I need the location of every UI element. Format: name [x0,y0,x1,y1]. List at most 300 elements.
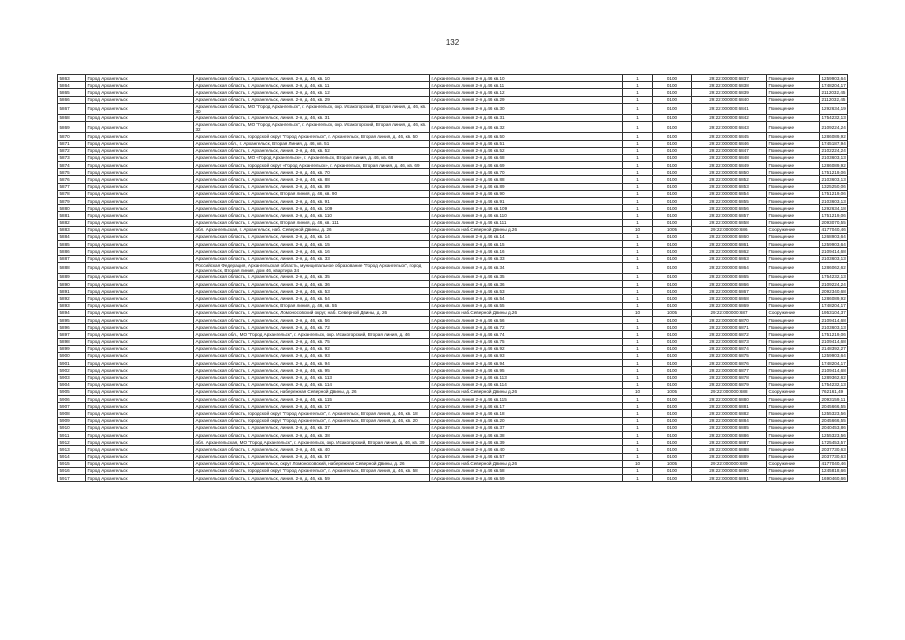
table-row [58,309,848,316]
municipality-cell: Город Архангельск [86,122,194,133]
table-row [58,103,848,114]
row-number: 5863 [58,75,86,82]
municipality-cell: Город Архангельск [86,162,194,169]
quantity-cell: 1 [623,288,653,295]
full-address-cell: Архангельская область, г. Архангельск, линия. 2-я, д. 46, кв. 113 [194,374,430,381]
quantity-cell: 1 [623,162,653,169]
short-address-cell: г.Архангельск линия 2-я д.46 кв.16 [430,248,623,255]
table-row [58,417,848,424]
full-address-cell: обл. Архангельская, г. Архангельск, наб. Северной Двины, д. 26 [194,226,430,233]
municipality-cell: Город Архангельск [86,453,194,460]
quantity-cell: 1 [623,381,653,388]
cadastral-value-cell: 1754232,13 [821,115,846,121]
municipality-cell: Город Архангельск [86,133,194,140]
municipality-cell: Город Архангельск [86,345,194,352]
short-address-cell: г.Архангельск линия 2-я д.46 кв.70 [430,169,623,176]
code-cell: 0100 [653,288,692,295]
row-number: 5866 [58,96,86,103]
object-type-cell: Помещение [767,205,820,212]
object-type-cell: Помещение [767,255,820,262]
quantity-cell: 1 [623,439,653,446]
table-row [58,233,848,240]
table-row [58,248,848,255]
quantity-cell: 1 [623,262,653,273]
short-address-cell: г.Архангельск линия 2-я д.46 кв.113 [430,374,623,381]
full-address-cell: Архангельская область, г. Архангельск, линия. 2-я, д. 46, кв. 88 [194,176,430,183]
municipality-cell: Город Архангельск [86,75,194,82]
cadastral-value-cell: 2112032,45 [820,96,848,103]
short-address-cell: г.Архангельск линия 2-я д.46 кв.14 [430,233,623,240]
quantity-cell: 1 [623,154,653,161]
row-number: 5914 [58,453,86,460]
cadastral-number-cell: 29:22:000000:6870 [692,317,767,324]
row-number: 5891 [58,288,86,295]
short-address-cell: г.Архангельск линия 2-я д.46 кв.90 [430,190,623,197]
full-address-cell: Архангельская область, г. Архангельск, линия. 2-я, д. 46, кв. 70 [194,169,430,176]
code-cell: 0100 [653,324,692,331]
short-address-cell: г.Архангельск линия 2-я д.46 кв.51 [430,140,623,147]
full-address-cell: Архангельская область, г. Архангельск, линия. 2-я, д. 46, кв. 37 [194,424,430,431]
cadastral-value-cell: 1325250,06 [821,184,846,190]
cadastral-number-cell: 29:22:000000:6878 [692,374,767,381]
quantity-cell: 1 [623,295,653,302]
full-address-cell: Архангельская область, г. Архангельск, Вторая линия, д. 46, кв. 111 [194,219,430,226]
table-row [58,281,848,288]
cadastral-number-cell: 29:22:000000:6869 [692,302,767,309]
cadastral-number-cell: 29:22:000000:6837 [692,75,767,82]
object-type-cell: Помещение [767,367,820,374]
full-address-cell: обл. Архангельская, МО "Город Архангельск", г. Архангельск, окр. Исакогорский, Вторая линия, д. 46, кв. 39 [194,439,430,446]
cadastral-value-cell: 1292634,19 [820,103,848,114]
row-number: 5894 [58,309,86,316]
cadastral-value-cell: 2103603,13 [821,256,846,262]
row-number: 5903 [58,374,86,381]
code-cell: 0100 [653,446,692,453]
cadastral-number-cell: 29:22:000000:6886 [692,432,767,439]
short-address-cell: г.Архангельск линия 2-я д.46 кв.92 [430,345,623,352]
short-address-cell: г.Архангельск линия 2-я д.46 кв.54 [430,295,623,302]
municipality-cell: Город Архангельск [86,439,194,446]
full-address-cell: Архангельская область, г. Архангельск, линия. 2-я, д. 46, кв. 91 [194,198,430,205]
short-address-cell: г.Архангельск линия 2-я д.46 кв.18 [430,410,623,417]
municipality-cell: Город Архангельск [86,226,194,233]
code-cell: 0100 [653,198,692,205]
object-type-cell: Помещение [767,410,820,417]
quantity-cell: 1 [623,133,653,140]
cadastral-value-cell: 2037730,63 [821,454,846,460]
quantity-cell: 1 [623,219,653,226]
object-type-cell: Помещение [767,147,820,154]
short-address-cell: г.Архангельск линия 2-я д.46 кв.115 [430,396,623,403]
quantity-cell: 1 [623,190,653,197]
object-type-cell: Помещение [767,417,820,424]
table-row [58,302,848,309]
full-address-cell: Архангельская обл., г. Архангельск, Вторая Линия, д. 46, кв. 51 [194,140,430,147]
object-type-cell: Помещение [767,89,820,96]
municipality-cell: Город Архангельск [86,424,194,431]
table-row [58,295,848,302]
short-address-cell: г.Архангельск линия 2-я д.46 кв.109 [430,205,623,212]
full-address-cell: Архангельская область, г. Архангельск, линия. 2-я, д. 46, кв. 75 [194,338,430,345]
short-address-cell: г.Архангельск линия 2-я д.46 кв.38 [430,432,623,439]
municipality-cell: Город Архангельск [86,212,194,219]
row-number: 5885 [58,241,86,248]
municipality-cell: Город Архангельск [86,309,194,316]
cadastral-number-cell: 29:22:000000:6840 [692,96,767,103]
row-number: 5880 [58,205,86,212]
cadastral-value-cell: 2103603,13 [821,155,846,161]
code-cell: 0100 [653,176,692,183]
cadastral-number-cell: 29:22:000000:6863 [692,255,767,262]
municipality-cell: Город Архангельск [86,410,194,417]
table-row [58,439,848,446]
full-address-cell: Архангельская область, г. Архангельск, линия. 2-я, д. 46, кв. 94 [194,360,430,367]
code-cell: 0100 [653,317,692,324]
table-row [58,396,848,403]
short-address-cell: г.Архангельск наб.Северной Двины д.26 [430,309,623,316]
code-cell: 0100 [653,281,692,288]
object-type-cell: Помещение [767,75,820,82]
row-number: 5879 [58,198,86,205]
registry-table [57,74,848,482]
municipality-cell: Город Архангельск [86,233,194,240]
municipality-cell: Город Архангельск [86,381,194,388]
short-address-cell: г.Архангельск линия 2-я д.46 кв.75 [430,338,623,345]
cadastral-number-cell: 29:22:000000:6887 [692,439,767,446]
municipality-cell: Город Архангельск [86,360,194,367]
cadastral-value-cell: 1690460,66 [821,475,846,481]
table-row [58,403,848,410]
cadastral-number-cell: 29:22:000000:6848 [692,154,767,161]
municipality-cell: Город Архангельск [86,432,194,439]
quantity-cell: 1 [623,169,653,176]
cadastral-number-cell: 29:22:000000:6854 [692,190,767,197]
cadastral-number-cell: 29:22:000000:6866 [692,281,767,288]
cadastral-number-cell: 29:22:000000:6856 [692,205,767,212]
cadastral-value-cell: 2040453,86 [821,425,846,431]
short-address-cell: г.Архангельск линия 2-я д.46 кв.32 [430,122,623,133]
full-address-cell: Архангельская область, г. Архангельск, линия. 2-я, д. 46, кв. 11 [194,82,430,89]
cadastral-number-cell: 29:22:000000:6891 [692,475,767,482]
code-cell: 0100 [653,453,692,460]
quantity-cell: 1 [623,396,653,403]
row-number: 5915 [58,460,86,467]
row-number: 5912 [58,439,86,446]
municipality-cell: Город Архангельск [86,255,194,262]
quantity-cell: 1 [623,248,653,255]
row-number: 5909 [58,417,86,424]
municipality-cell: Город Архангельск [86,396,194,403]
table-row [58,162,848,169]
full-address-cell: Архангельская область, г. Архангельск, линия. 2-я, д. 46, кв. 115 [194,396,430,403]
object-type-cell: Помещение [767,273,820,280]
cadastral-number-cell: 29:22:000000:6847 [692,147,767,154]
municipality-cell: Город Архангельск [86,467,194,474]
row-number: 5902 [58,367,86,374]
municipality-cell: Город Архангельск [86,241,194,248]
code-cell: 0100 [653,103,692,114]
full-address-cell: Архангельская область, г. Архангельск, линия. 2-я, д. 46, кв. 59 [194,475,430,482]
full-address-cell: Архангельская область, г. Архангельск, линия. 2-я, д. 46, кв. 52 [194,147,430,154]
cadastral-number-cell: 29:22:000000:6874 [692,345,767,352]
row-number: 5893 [58,302,86,309]
object-type-cell: Помещение [767,140,820,147]
full-address-cell: Архангельская область, г. Архангельск, линия. 2-я, д. 46, кв. 36 [194,281,430,288]
quantity-cell: 1 [623,345,653,352]
short-address-cell: г.Архангельск линия 2-я д.46 кв.20 [430,417,623,424]
table-row [58,198,848,205]
short-address-cell: г.Архангельск наб.Северной Двины д.26 [430,388,623,395]
table-row [58,122,848,133]
table-row [58,212,848,219]
code-cell: 0100 [653,183,692,190]
object-type-cell: Помещение [767,288,820,295]
municipality-cell: Город Архангельск [86,183,194,190]
short-address-cell: г.Архангельск линия 2-я д.46 кв.53 [430,288,623,295]
row-number: 5913 [58,446,86,453]
short-address-cell: г.Архангельск линия 2-я д.46 кв.55 [430,302,623,309]
code-cell: 0100 [653,147,692,154]
cadastral-number-cell: 29:22:000000:6855 [692,198,767,205]
code-cell: 0100 [653,367,692,374]
quantity-cell: 1 [623,241,653,248]
cadastral-value-cell: 2045666,55 [821,403,846,409]
full-address-cell: Архангельская область, г. Архангельск, линия. 2-я, д. 46, кв. 92 [194,345,430,352]
municipality-cell: Город Архангельск [86,219,194,226]
short-address-cell: г.Архангельск линия 2-я д.46 кв.10 [430,75,623,82]
row-number: 5906 [58,396,86,403]
row-number: 5890 [58,281,86,288]
cadastral-value-cell: 2109224,24 [821,281,846,287]
table-row [58,446,848,453]
full-address-cell: Архангельская область, городской округ "Город Архангельск", г. Архангельск, Вторая линия, д. 46, кв. 50 [194,133,430,140]
municipality-cell: Город Архангельск [86,82,194,89]
full-address-cell: Архангельская область, г. Архангельск, линия. 2-я, д. 46, кв. 38 [194,432,430,439]
cadastral-value-cell: 2092340,68 [821,288,846,294]
object-type-cell: Помещение [767,345,820,352]
table-row [58,226,848,233]
table-row [58,360,848,367]
code-cell: 0100 [653,140,692,147]
quantity-cell: 1 [623,255,653,262]
full-address-cell: Российская Федерация, Архангельская область, муниципальное образование "Город Архангельск", город Архангельск, Вторая линия, дом 46, квартира 34 [194,262,430,273]
short-address-cell: г.Архангельск линия 2-я д.46 кв.114 [430,381,623,388]
short-address-cell: г.Архангельск линия 2-я д.46 кв.91 [430,198,623,205]
object-type-cell: Помещение [767,432,820,439]
cadastral-number-cell: 29:22:000000:6858 [692,219,767,226]
code-cell: 0100 [653,133,692,140]
cadastral-number-cell: 29:22:000000:6885 [692,424,767,431]
cadastral-value-cell: 1748204,17 [821,360,846,366]
cadastral-number-cell: 29:22:000000:6846 [692,140,767,147]
object-type-cell: Помещение [767,403,820,410]
object-type-cell: Помещение [767,439,820,446]
cadastral-value-cell: 1268903,64 [821,234,846,240]
quantity-cell: 1 [623,114,653,121]
cadastral-number-cell: 29:22:000000:6882 [692,410,767,417]
code-cell: 0100 [653,338,692,345]
quantity-cell: 1 [623,317,653,324]
row-number: 5884 [58,233,86,240]
object-type-cell: Помещение [767,453,820,460]
row-number: 5900 [58,352,86,359]
object-type-cell: Помещение [767,233,820,240]
code-cell: 0100 [653,212,692,219]
row-number: 5895 [58,317,86,324]
cadastral-number-cell: 29:22:000000:689 [692,460,767,467]
code-cell: 0100 [653,162,692,169]
short-address-cell: г.Архангельск линия 2-я д.46 кв.34 [430,262,623,273]
municipality-cell: Город Архангельск [86,475,194,482]
short-address-cell: г.Архангельск наб.Северной Двины д.26 [430,226,623,233]
object-type-cell: Помещение [767,424,820,431]
full-address-cell: Архангельская область, г. Архангельск, линия. 2-я, д. 46, кв. 16 [194,248,430,255]
municipality-cell: Город Архангельск [86,367,194,374]
short-address-cell: г.Архангельск линия 2-я д.46 кв.68 [430,154,623,161]
row-number: 5907 [58,403,86,410]
table-row [58,467,848,474]
object-type-cell: Помещение [767,212,820,219]
cadastral-number-cell: 29:22:000000:6868 [692,295,767,302]
quantity-cell: 1 [623,360,653,367]
code-cell: 0100 [653,169,692,176]
table-row [58,176,848,183]
municipality-cell: Город Архангельск [86,403,194,410]
table-row [58,114,848,121]
cadastral-value-cell: 1748204,17 [821,303,846,309]
full-address-cell: Архангельская область, г. Архангельск, линия. 2-я, д. 46, кв. 31 [194,114,430,121]
quantity-cell: 10 [623,309,653,316]
cadastral-value-cell: 1259903,64 [821,241,846,247]
full-address-cell: Архангельская область, г. Архангельск, линия. 2-я, д. 46, кв. 35 [194,273,430,280]
cadastral-value-cell: 1745187,94 [821,141,846,147]
cadastral-value-cell: 2109414,68 [821,317,846,323]
municipality-cell: Город Архангельск [86,140,194,147]
quantity-cell: 1 [623,205,653,212]
object-type-cell: Помещение [767,317,820,324]
code-cell: 0100 [653,475,692,482]
short-address-cell: г.Архангельск линия 2-я д.46 кв.94 [430,360,623,367]
municipality-cell: Город Архангельск [86,198,194,205]
object-type-cell: Помещение [767,82,820,89]
cadastral-value-cell: 2103603,13 [821,176,846,182]
full-address-cell: Архангельская область, г. Архангельск, линия. 2-я, д. 46, кв. 89 [194,183,430,190]
code-cell: 0100 [653,417,692,424]
row-number: 5864 [58,82,86,89]
full-address-cell: Архангельская область, г. Архангельск, Вторая линия, д. 46, кв. 55 [194,302,430,309]
code-cell: 0100 [653,82,692,89]
short-address-cell: г.Архангельск линия 2-я д.46 кв.31 [430,114,623,121]
cadastral-value-cell: 1259903,64 [821,75,846,81]
code-cell: 0100 [653,381,692,388]
municipality-cell: Город Архангельск [86,281,194,288]
table-row [58,169,848,176]
cadastral-value-cell: 1751219,06 [821,169,846,175]
cadastral-number-cell: 29:22:000000:6849 [692,162,767,169]
cadastral-value-cell: 4177040,46 [821,227,846,233]
code-cell: 0100 [653,467,692,474]
code-cell: 0100 [653,262,692,273]
short-address-cell: г.Архангельск линия 2-я д.46 кв.52 [430,147,623,154]
quantity-cell: 1 [623,75,653,82]
cadastral-number-cell: 29:22:000000:687 [692,309,767,316]
municipality-cell: Город Архангельск [86,89,194,96]
row-number: 5871 [58,140,86,147]
municipality-cell: Город Архангельск [86,114,194,121]
cadastral-number-cell: 29:22:000000:6861 [692,241,767,248]
code-cell: 0100 [653,75,692,82]
object-type-cell: Помещение [767,396,820,403]
code-cell: 0100 [653,410,692,417]
municipality-cell: Город Архангельск [86,205,194,212]
cadastral-value-cell: 1292634,18 [821,205,846,211]
cadastral-number-cell: 29:22:000000:6879 [692,381,767,388]
row-number: 5865 [58,89,86,96]
municipality-cell: Город Архангельск [86,352,194,359]
quantity-cell: 1 [623,446,653,453]
cadastral-number-cell: 29:22:000000:6889 [692,453,767,460]
municipality-cell: Город Архангельск [86,324,194,331]
cadastral-value-cell: 762161,49 [820,388,848,395]
cadastral-value-cell: 2102224,24 [821,148,846,154]
full-address-cell: Архангельская область, г. Архангельск, линия. 2-я, д. 46, кв. 109 [194,205,430,212]
municipality-cell: Город Архангельск [86,288,194,295]
table-row [58,432,848,439]
cadastral-number-cell: 29:22:000000:6853 [692,183,767,190]
full-address-cell: Архангельская область, г. Архангельск, линия. 2-я, д. 46, кв. 110 [194,212,430,219]
object-type-cell: Помещение [767,169,820,176]
row-number: 5886 [58,248,86,255]
code-cell: 0100 [653,396,692,403]
full-address-cell: Архангельская область, г. Архангельск, линия. 2-я, д. 46, кв. 53 [194,288,430,295]
row-number: 5897 [58,331,86,338]
object-type-cell: Помещение [767,381,820,388]
short-address-cell: г.Архангельск линия 2-я д.46 кв.29 [430,96,623,103]
quantity-cell: 1 [623,281,653,288]
cadastral-number-cell: 29:22:000000:6860 [692,233,767,240]
cadastral-value-cell: 1286089,92 [821,162,846,168]
object-type-cell: Помещение [767,338,820,345]
cadastral-number-cell: 29:22:000000:6872 [692,331,767,338]
full-address-cell: Архангельская обл., МО "Город Архангельск", г. Архангельск, окр. Исакогорский, Вторая линия, д. 46 [194,331,430,338]
quantity-cell: 10 [623,388,653,395]
quantity-cell: 1 [623,122,653,133]
code-cell: 0100 [653,241,692,248]
table-row [58,96,848,103]
cadastral-value-cell: 1754232,13 [821,382,846,388]
row-number: 5901 [58,360,86,367]
table-row [58,288,848,295]
municipality-cell: Город Архангельск [86,262,194,273]
row-number: 5899 [58,345,86,352]
object-type-cell: Помещение [767,302,820,309]
quantity-cell: 1 [623,424,653,431]
table-row [58,453,848,460]
short-address-cell: г.Архангельск линия 2-я д.46 кв.111 [430,219,623,226]
row-number: 5888 [58,262,86,273]
cadastral-number-cell: 29:22:000000:686 [692,226,767,233]
quantity-cell: 1 [623,453,653,460]
cadastral-number-cell: 29:22:000000:6839 [692,89,767,96]
full-address-cell: Архангельская область, г. Архангельск, линия. 2-я, д. 46, кв. 57 [194,453,430,460]
municipality-cell: Город Архангельск [86,96,194,103]
cadastral-number-cell: 29:22:000000:6843 [692,122,767,133]
short-address-cell: г.Архангельск линия 2-я д.46 кв.89 [430,183,623,190]
cadastral-number-cell: 29:22:000000:6877 [692,367,767,374]
code-cell: 1005 [653,226,692,233]
full-address-cell: Архангельская область, г. Архангельск, линия. 2-я, д. 46, кв. 114 [194,381,430,388]
object-type-cell: Сооружение [767,460,820,467]
